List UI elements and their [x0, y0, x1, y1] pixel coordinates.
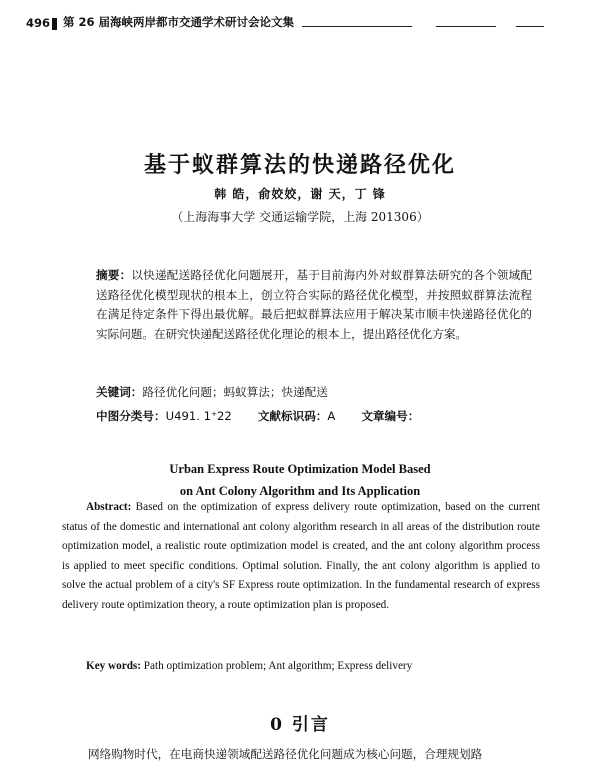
keywords-zh: [96, 384, 536, 400]
running-header: [26, 14, 586, 30]
abstract-zh-label: 摘要：: [96, 268, 132, 282]
abstract-zh-text: 以快递配送路径优化问题展开，基于目前海内外对蚁群算法研究的各个领域配送路径优化模型现状的根本上，创立符合实际的路径优化模型，并按照蚁群算法流程在满足待定条件下得出最优解。最后把蚁群算法应用于解决某市顺丰快递路径优化的实际问题。在研究快递配送路径优化理论的根本上，提出路径优化方案。: [96, 268, 532, 341]
keywords-en-label: Key words:: [86, 660, 141, 672]
header-rule: [436, 26, 496, 27]
keywords-en-text: Path optimization problem; Ant algorithm; Express delivery: [141, 660, 413, 672]
section-heading: 0 引言: [270, 715, 330, 735]
authors-zh: 韩 皓，俞姣姣，谢 天，丁 锋: [214, 187, 386, 201]
abstract-zh: [96, 266, 532, 344]
page-number: 496: [26, 16, 51, 30]
title-en-line-1: Urban Express Route Optimization Model Based: [169, 462, 431, 476]
keywords-zh-text: 路径优化问题；蚂蚁算法；快递配送: [142, 385, 328, 399]
abstract-en: [62, 498, 540, 616]
keywords-en: [86, 660, 546, 672]
title-en-line-2: on Ant Colony Algorithm and Its Application: [179, 484, 421, 498]
paper-title-en: [0, 458, 600, 502]
journal-name: 第 26 届海峡两岸都市交通学术研讨会论文集: [63, 15, 295, 29]
header-block-mark: [52, 18, 57, 30]
header-rule: [302, 26, 412, 27]
abstract-en-label: Abstract:: [86, 501, 132, 513]
affiliation-zh: （上海海事大学 交通运输学院，上海 201306）: [171, 210, 429, 224]
header-rule: [516, 26, 544, 27]
article-number-label: 文章编号：: [361, 409, 420, 423]
clc-label: 中图分类号：: [96, 409, 166, 423]
keywords-zh-label: 关键词：: [96, 385, 143, 399]
doc-code-label: 文献标识码：: [257, 409, 328, 423]
paper-title-zh: 基于蚁群算法的快递路径优化: [143, 153, 456, 178]
intro-paragraph: 网络购物时代，在电商快递领域配送路径优化问题成为核心问题，合理规划路: [88, 747, 483, 761]
doc-code-value: A: [327, 409, 336, 423]
classification-row: [96, 408, 536, 424]
abstract-en-text: Based on the optimization of express delivery route optimization, based on the current status of the domestic and international ant colony algorithm research in all areas of the distribution route optimization model, a realistic route optimization model is created, and the ant colony algorithm process is applied to meet specific conditions. Optimal solution. Finally, the ant colony algorithm is applied to solve the actual problem of a city's SF Express route optimization. In the fundamental research of express delivery route optimization theory, a route optimization plan is proposed.: [62, 501, 540, 611]
clc-value: U491. 1⁺22: [165, 409, 232, 423]
